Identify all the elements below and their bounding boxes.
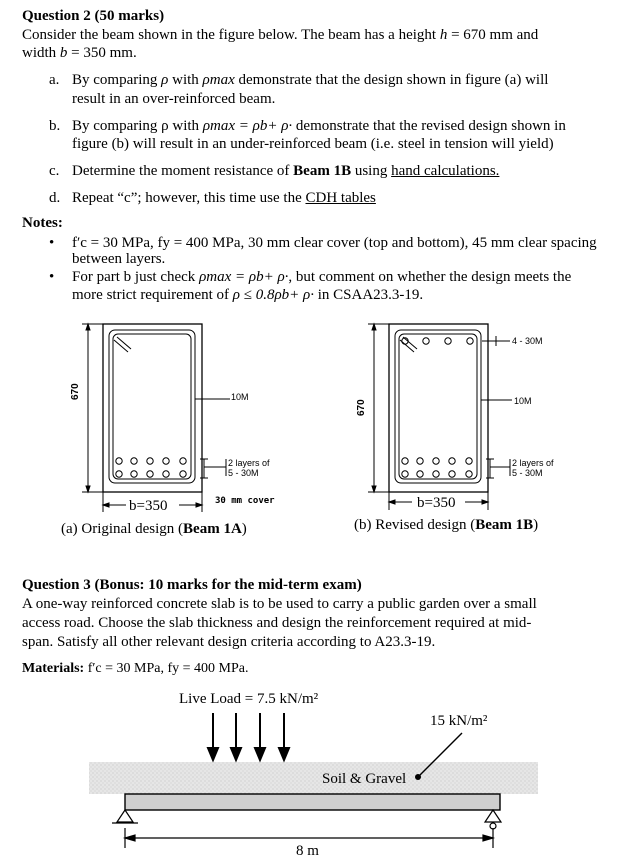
note-2-expr: ρmax = ρb+ ρ· xyxy=(199,269,289,285)
beam-a-layers-2: 5 - 30M xyxy=(228,468,259,478)
q2-item-c-bold: Beam 1B xyxy=(293,163,352,179)
note-2-pre: For part b just check xyxy=(72,269,200,285)
note-1-line1: f′c = 30 MPa, fy = 400 MPa, 30 mm clear cover (top and bottom), 45 mm clear spacing xyxy=(72,235,597,251)
soil-load-label: 15 kN/m² xyxy=(430,713,488,729)
live-load-arrows xyxy=(208,713,289,760)
beam-a-caption-bold: Beam 1A xyxy=(183,521,242,537)
q2-item-a-rho: ρ xyxy=(161,72,169,88)
q3-line2: access road. Choose the slab thickness and design the reinforcement required at mid- xyxy=(22,615,532,631)
beam-a-height-label: 670 xyxy=(70,383,81,400)
q2-item-a-pre: By comparing xyxy=(72,72,162,88)
q2-intro-text2: = 670 mm and xyxy=(447,27,539,43)
beam-a-section xyxy=(82,324,230,512)
notes-bullet-1: • xyxy=(49,235,55,251)
q2-item-b-pre: By comparing ρ with xyxy=(72,118,203,134)
q2-item-d-marker: d. xyxy=(49,190,61,206)
q2-item-b-expr: ρmax = ρb+ ρ· xyxy=(202,118,293,134)
note-1-line2: between layers. xyxy=(72,251,166,267)
q2-item-c-pre: Determine the moment resistance of xyxy=(72,163,294,179)
beam-a-layers-1: 2 layers of xyxy=(228,458,270,468)
notes-label: Notes: xyxy=(22,215,63,231)
note-2-l2-expr: ρ ≤ 0.8ρb+ ρ· xyxy=(232,287,314,303)
soil-gravel-label: Soil & Gravel xyxy=(322,771,407,787)
beam-b-top-bars-label: 4 - 30M xyxy=(512,336,543,346)
roller-support xyxy=(485,810,501,829)
q2-item-b-marker: b. xyxy=(49,118,61,134)
pin-support xyxy=(112,810,138,823)
beam-b-width-label: b=350 xyxy=(417,495,456,511)
soil-gravel-layer xyxy=(89,762,538,794)
beam-a-cover-label: 30 mm cover xyxy=(215,496,275,506)
beam-a-outline xyxy=(103,324,202,492)
note-2-l2-post: in CSAA23.3-19. xyxy=(314,287,424,303)
q2-intro-width-val: = 350 mm. xyxy=(67,45,137,61)
beam-b-section xyxy=(368,324,512,510)
beam-a-stirrup-label: 10M xyxy=(231,392,249,402)
q2-item-a-line2: result in an over-reinforced beam. xyxy=(72,91,276,107)
beam-a-bars xyxy=(116,458,186,477)
q2-item-c-marker: c. xyxy=(49,163,60,179)
note-2-post: , but comment on whether the design meets the xyxy=(288,269,572,285)
beam-b-caption xyxy=(354,516,538,535)
q2-item-b-post: demonstrate that the revised design shown in xyxy=(292,118,566,134)
beam-b-caption-pre: (b) Revised design ( xyxy=(354,517,476,533)
q2-item-c-underline: hand calculations. xyxy=(391,163,500,179)
beam-b-stirrup-label: 10M xyxy=(514,396,532,406)
beam-a-caption-pre: (a) Original design ( xyxy=(61,521,184,537)
beam-b-layers-2: 5 - 30M xyxy=(512,468,543,478)
q2-intro-text: Consider the beam shown in the figure below. The beam has a height xyxy=(22,27,440,43)
beam-a-caption-post: ) xyxy=(241,521,247,537)
beam-b-layers-1: 2 layers of xyxy=(512,458,554,468)
beam-b-caption-post: ) xyxy=(533,517,539,533)
q2-item-a-marker: a. xyxy=(49,72,60,88)
q2-item-a-mid: with xyxy=(168,72,203,88)
q2-item-a-post: demonstrate that the design shown in figure (a) will xyxy=(234,72,549,88)
q2-item-b-line2: figure (b) will result in an under-reinforced beam (i.e. steel in tension will yield) xyxy=(72,136,554,152)
q2-item-d-underline: CDH tables xyxy=(305,190,376,206)
q3-line1: A one-way reinforced concrete slab is to be used to carry a public garden over a small xyxy=(22,596,537,612)
beam-b-bars xyxy=(402,338,473,477)
q2-title: Question 2 (50 marks) xyxy=(22,8,165,24)
beam-b-caption-bold: Beam 1B xyxy=(475,517,534,533)
soil-leader-dot xyxy=(415,774,421,780)
q2-intro-width: width xyxy=(22,45,60,61)
beam-a-width-label: b=350 xyxy=(129,498,168,514)
q2-intro-h: h xyxy=(439,27,448,43)
beam-b-outline xyxy=(389,324,488,492)
q3-materials xyxy=(22,659,249,678)
notes-bullet-2: • xyxy=(49,269,55,285)
q3-materials-text: f′c = 30 MPa, fy = 400 MPa. xyxy=(84,661,249,676)
beam-a-caption xyxy=(61,520,247,539)
span-label: 8 m xyxy=(296,843,319,859)
beam-b-height-label: 670 xyxy=(356,399,367,416)
q2-item-c-mid: using xyxy=(351,163,392,179)
slab xyxy=(125,794,500,810)
note-2-l2-pre: more strict requirement of xyxy=(72,287,233,303)
q2-intro-b: b xyxy=(59,45,68,61)
q3-line3: span. Satisfy all other relevant design criteria according to A23.3-19. xyxy=(22,634,436,650)
live-load-label: Live Load = 7.5 kN/m² xyxy=(179,691,319,707)
q2-item-a-rhomax: ρmax xyxy=(202,72,235,88)
q3-materials-label: Materials: xyxy=(22,661,85,676)
q3-title: Question 3 (Bonus: 10 marks for the mid-term exam) xyxy=(22,577,362,593)
q2-item-d-pre: Repeat “c”; however, this time use the xyxy=(72,190,306,206)
